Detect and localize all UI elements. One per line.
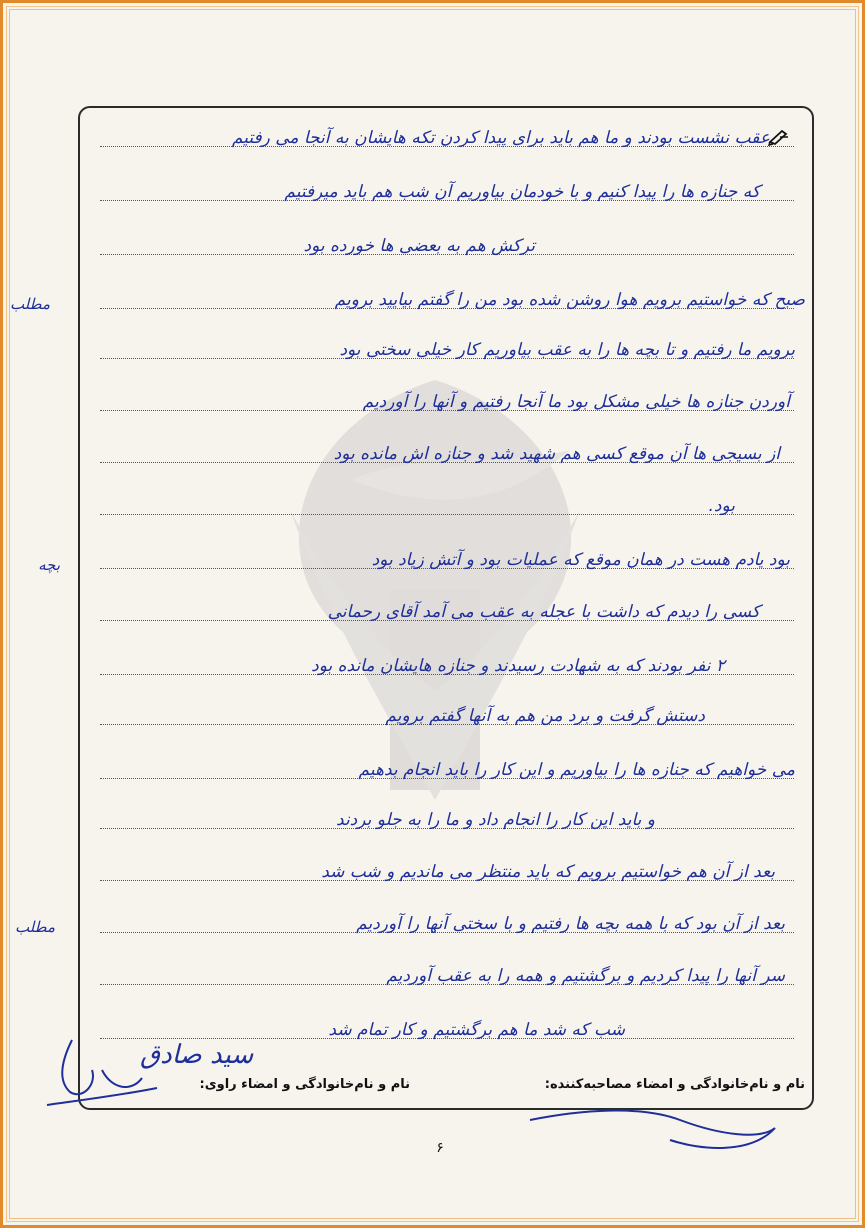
margin-note: بچه <box>38 556 60 574</box>
handwritten-line: و باید این کار را انجام داد و ما را به جلو بردند <box>336 810 655 830</box>
interviewer-signature-label: نام و نام‌خانوادگی و امضاء مصاحبه‌کننده: <box>544 1077 805 1092</box>
handwritten-line: عقب نشست بودند و ما هم باید برای پیدا کردن تکه هایشان به آنجا می رفتیم <box>231 128 770 148</box>
handwritten-line: بعد از آن هم خواستیم برویم که باید منتظر می ماندیم و شب شد <box>321 862 775 882</box>
handwritten-line: صبح که خواستیم برویم هوا روشن شده بود من را گفتم بیایید برویم <box>334 290 805 310</box>
margin-note: مطلب <box>9 295 50 313</box>
handwritten-line: ۲ نفر بودند که به شهادت رسیدند و جنازه هایشان مانده بود <box>311 656 725 676</box>
handwritten-line: از بسیجی ها آن موقع کسی هم شهید شد و جنازه اش مانده بود <box>333 444 780 464</box>
handwritten-line: بود یادم هست در همان موقع که عملیات بود و آتش زیاد بود <box>371 550 790 570</box>
ruled-line <box>100 514 794 515</box>
page-number: ۶ <box>436 1140 444 1156</box>
handwritten-line: می خواهیم که جنازه ها را بیاوریم و این کار را باید انجام بدهیم <box>358 760 795 780</box>
pen-icon <box>768 128 790 146</box>
handwritten-line: ترکش هم به بعضی ها خورده بود <box>303 236 535 256</box>
handwritten-line: بعد از آن بود که با همه بچه ها رفتیم و با سختی آنها را آوردیم <box>356 914 785 934</box>
interviewer-signature <box>520 1080 780 1160</box>
handwritten-line: آوردن جنازه ها خیلی مشکل بود ما آنجا رفتیم و آنها را آوردیم <box>362 392 790 412</box>
handwritten-line: کسی را دیدم که داشت با عجله به عقب می آمد آقای رحمانی <box>327 602 760 622</box>
narrator-signature <box>42 1030 162 1110</box>
handwritten-line: سر آنها را پیدا کردیم و برگشتیم و همه را به عقب آوردیم <box>386 966 785 986</box>
narrator-signature-label: نام و نام‌خانوادگی و امضاء راوی: <box>199 1077 410 1092</box>
handwritten-line: که جنازه ها را پیدا کنیم و با خودمان بیاوریم آن شب هم باید میرفتیم <box>284 182 760 202</box>
handwritten-line: دستش گرفت و برد من هم به آنها گفتم برویم <box>385 706 705 726</box>
handwritten-line: شب که شد ما هم برگشتیم و کار تمام شد <box>328 1020 625 1040</box>
handwritten-line: بود. <box>708 496 735 516</box>
margin-note: مطلب <box>14 918 55 936</box>
handwritten-line: برویم ما رفتیم و تا بچه ها را به عقب بیاوریم کار خیلی سختی بود <box>339 340 795 360</box>
narrator-signature-name: سید صادق <box>140 1040 254 1070</box>
